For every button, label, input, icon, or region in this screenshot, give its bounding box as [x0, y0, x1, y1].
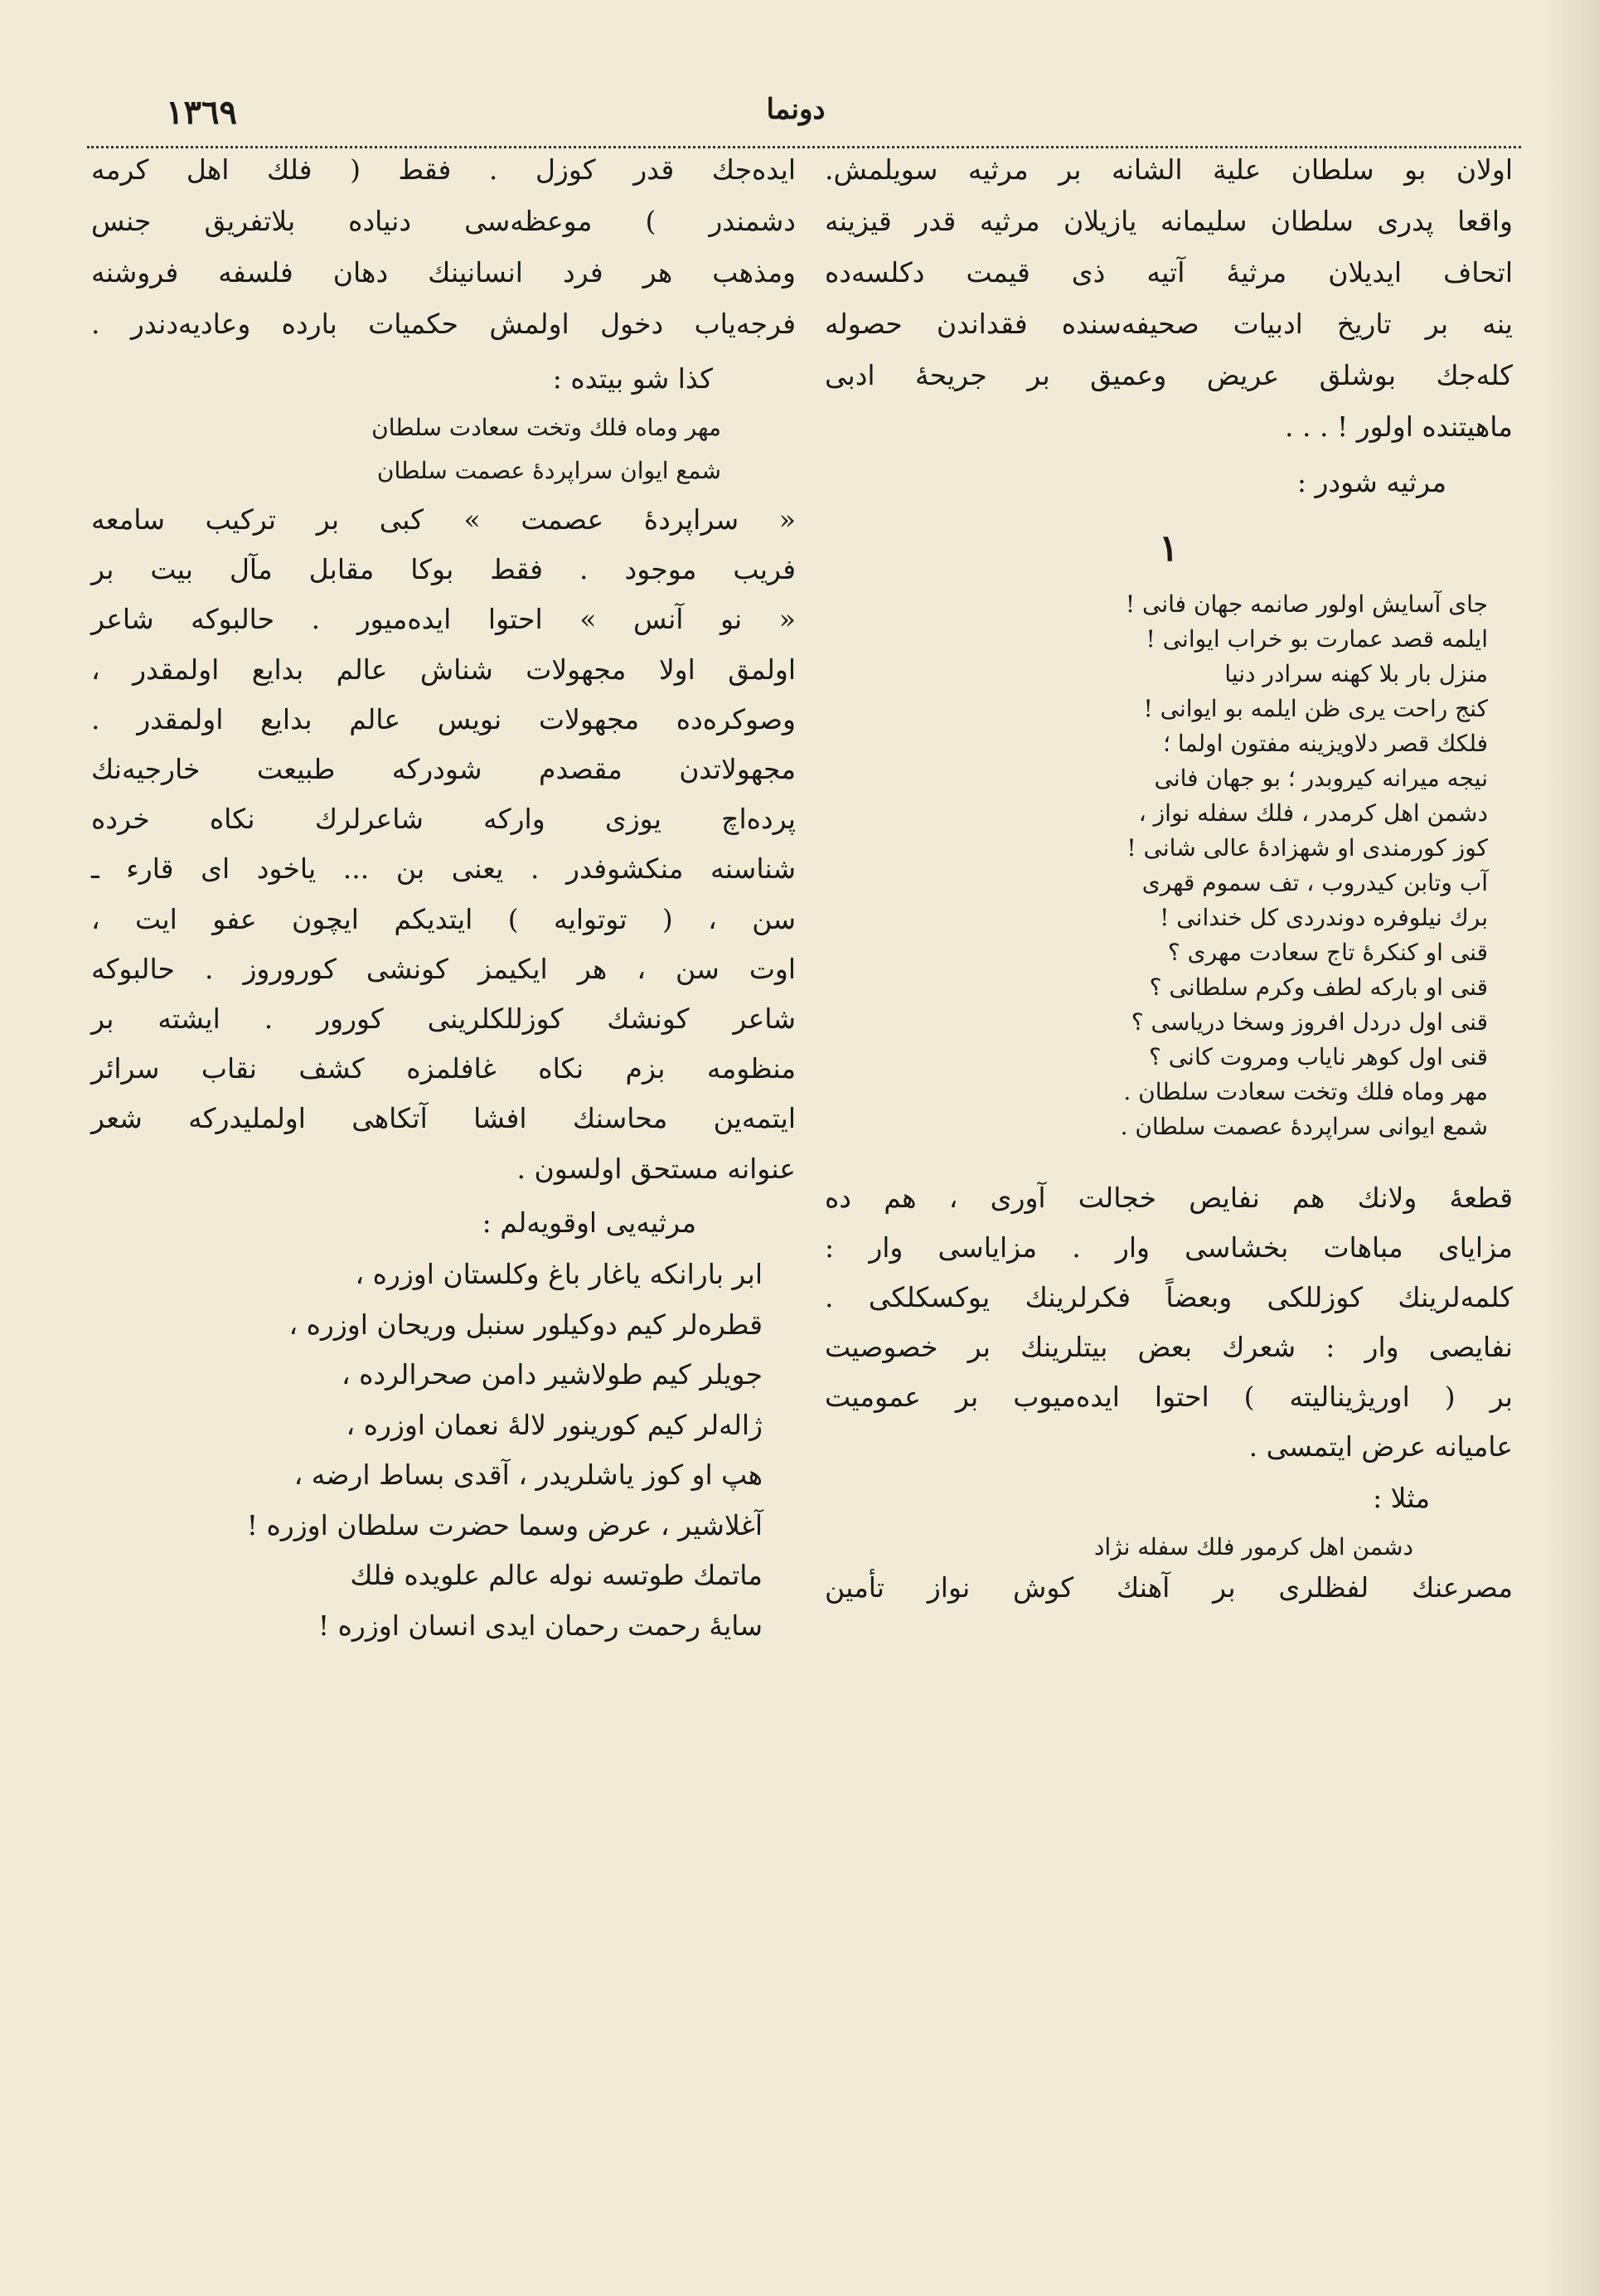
text-line: مجهولاتدن مقصدم شودركه طبيعت خارجيه‌نك — [91, 753, 796, 785]
text-line: اتحاف ايديلان مرثيهٔ آتيه ذی قيمت دكلسه‌ده — [825, 256, 1513, 289]
text-line: فريب موجود . فقط بوكا مقابل مآل بيت بر — [91, 553, 796, 586]
elegy-line: هپ او كوز ياشلريدر ، آقدی بساط ارضه ، — [293, 1459, 763, 1491]
section-heading: مرثيه شودر : — [1296, 466, 1446, 498]
text-line: بر ( اوريژيناليته ) احتوا ايده‌ميوب بر عموميت — [825, 1381, 1513, 1413]
text-line: اولمق اولا مجهولات شناش عالم بدايع اولمقدر ، — [91, 653, 796, 686]
text-line: دشمندر ) موعظه‌سی دنياده بلاتفريق جنس — [91, 205, 796, 237]
text-line: سن ، ( توتوايه ) ايتديكم ايچون عفو ايت ، — [91, 902, 796, 935]
section-heading: مرثيه‌يی اوقويه‌لم : — [482, 1206, 696, 1239]
text-line: عاميانه عرض ايتمسی . — [1248, 1430, 1513, 1463]
text-line: پرده‌اچ يوزی واركه شاعرلرك نكاه خرده — [91, 803, 796, 836]
text-line: « نو آنس » احتوا ايده‌ميور . حالبوكه شاعر — [91, 603, 796, 636]
poem-line: قنی اول كوهر ناياب ومروت كانی ؟ — [1149, 1043, 1488, 1070]
poem-line: مهر وماه فلك وتخت سعادت سلطان . — [1123, 1078, 1488, 1105]
couplet-line: مهر وماه فلك وتخت سعادت سلطان — [371, 414, 721, 441]
running-title: دونما — [766, 93, 826, 126]
poem-line: شمع ايوانی سراپردهٔ عصمت سلطان . — [1120, 1113, 1488, 1140]
text-line: ايده‌جك قدر كوزل . فقط ( فلك اهل كرمه — [91, 153, 796, 186]
poem-line: جای آسايش اولور صانمه جهان فانی ! — [1125, 590, 1488, 618]
text-line: عنوانه مستحق اولسون . — [516, 1152, 796, 1185]
poem-line: كنج راحت يری ظن ايلمه بو ايوانی ! — [1143, 695, 1488, 722]
elegy-line: آغلاشير ، عرض وسما حضرت سلطان اوزره ! — [246, 1508, 763, 1541]
poem-line: دشمن اهل كرمدر ، فلك سفله نواز ، — [1138, 799, 1488, 827]
text-line: كله‌جك بوشلق عريض وعميق بر جريحهٔ ادبی — [825, 359, 1513, 391]
header-divider — [87, 146, 1521, 148]
text-line: مزايای مباهات بخشاسی وار . مزاياسی وار : — [825, 1231, 1513, 1264]
text-line: مصرعنك لفظلری بر آهنك كوش نواز تأمين — [825, 1571, 1513, 1604]
poem-line: آب وتابن كيدروب ، تف سموم قهری — [1141, 869, 1488, 896]
example-verse: دشمن اهل كرمور فلك سفله نژاد — [1093, 1533, 1413, 1561]
text-line: اولان بو سلطان علية الشانه بر مرثيه سويلمش. — [825, 153, 1513, 186]
elegy-line: ابر بارانكه ياغار باغ وكلستان اوزره ، — [355, 1258, 763, 1290]
text-line: ومذهب هر فرد انسانينك دهان فلسفه فروشنه — [91, 256, 796, 289]
poem-line: فلكك قصر دلاويزينه مفتون اولما ؛ — [1163, 730, 1488, 757]
poem-line: منزل بار بلا كهنه سرادر دنيا — [1224, 660, 1488, 687]
poem-line: قنی اول دردل افروز وسخا درياسی ؟ — [1131, 1008, 1488, 1036]
poem-number: ١ — [1159, 527, 1179, 570]
text-line: ينه بر تاريخ ادبيات صحيفه‌سنده فقداندن حصوله — [825, 308, 1513, 340]
elegy-line: جويلر كيم طولاشير دامن صحرالرده ، — [341, 1358, 763, 1391]
elegy-line: ماتمك طوتسه نوله عالم علويده فلك — [350, 1559, 763, 1591]
text-line: وصوكره‌ده مجهولات نويس عالم بدايع اولمقدر . — [91, 702, 796, 735]
couplet-line: شمع ايوان سراپردهٔ عصمت سلطان — [376, 457, 721, 484]
text-line: شاعر كونشك كوزللكلرينی كورور . ايشته بر — [91, 1002, 796, 1035]
text-line: ماهيتنده اولور ! . . . — [1285, 410, 1513, 443]
text-line: كلمه‌لرينك كوزللكی وبعضاً فكرلرينك يوكسكلكی . — [825, 1281, 1513, 1313]
elegy-line: سايهٔ رحمت رحمان ايدی انسان اوزره ! — [317, 1609, 763, 1642]
text-line: فرجه‌ياب دخول اولمش حكميات بارده وعاديه‌دندر . — [91, 308, 796, 340]
text-line: شناسنه منكشوفدر . يعنی بن ... ياخود ای قارء ـ — [91, 852, 796, 886]
poem-line: قنی او باركه لطف وكرم سلطانی ؟ — [1149, 973, 1488, 1001]
text-line: ايتمه‌ين محاسنك افشا آتكاهی اولمليدركه شعر — [91, 1102, 796, 1135]
section-heading: كذا شو بيتده : — [552, 362, 713, 395]
text-line: « سراپردهٔ عصمت » كبی بر تركيب سامعه — [91, 503, 796, 536]
poem-line: ايلمه قصد عمارت بو خراب ايوانی ! — [1146, 625, 1488, 653]
example-label: مثلا : — [1373, 1482, 1430, 1514]
elegy-line: ژاله‌لر كيم كورينور لالهٔ نعمان اوزره ، — [346, 1408, 763, 1441]
text-line: قطعهٔ ولانك هم نفايص خجالت آوری ، هم ده — [825, 1182, 1513, 1214]
poem-line: كوز كورمندی او شهزادهٔ عالی شانی ! — [1127, 834, 1488, 862]
poem-line: نيجه ميرانه كيروبدر ؛ بو جهان فانی — [1154, 765, 1488, 792]
page-number: ١٣٦٩ — [166, 93, 237, 132]
poem-line: برك نيلوفره دوندردی كل خندانی ! — [1160, 904, 1488, 931]
text-line: نفايصی وار : شعرك بعض بيتلرينك بر خصوصيت — [825, 1331, 1513, 1363]
text-line: منظومه بزم نكاه غافلمزه كشف نقاب سرائر — [91, 1052, 796, 1085]
elegy-line: قطره‌لر كيم دوكيلور سنبل وريحان اوزره ، — [288, 1308, 763, 1341]
page-edge-shadow — [1541, 0, 1599, 2296]
poem-line: قنی او كنكرهٔ تاج سعادت مهری ؟ — [1167, 939, 1488, 966]
text-line: واقعا پدری سلطان سليمانه يازيلان مرثيه قدر قيزينه — [825, 205, 1513, 237]
text-line: اوت سن ، هر ايكيمز كونشی كوروروز . حالبوكه — [91, 952, 796, 985]
